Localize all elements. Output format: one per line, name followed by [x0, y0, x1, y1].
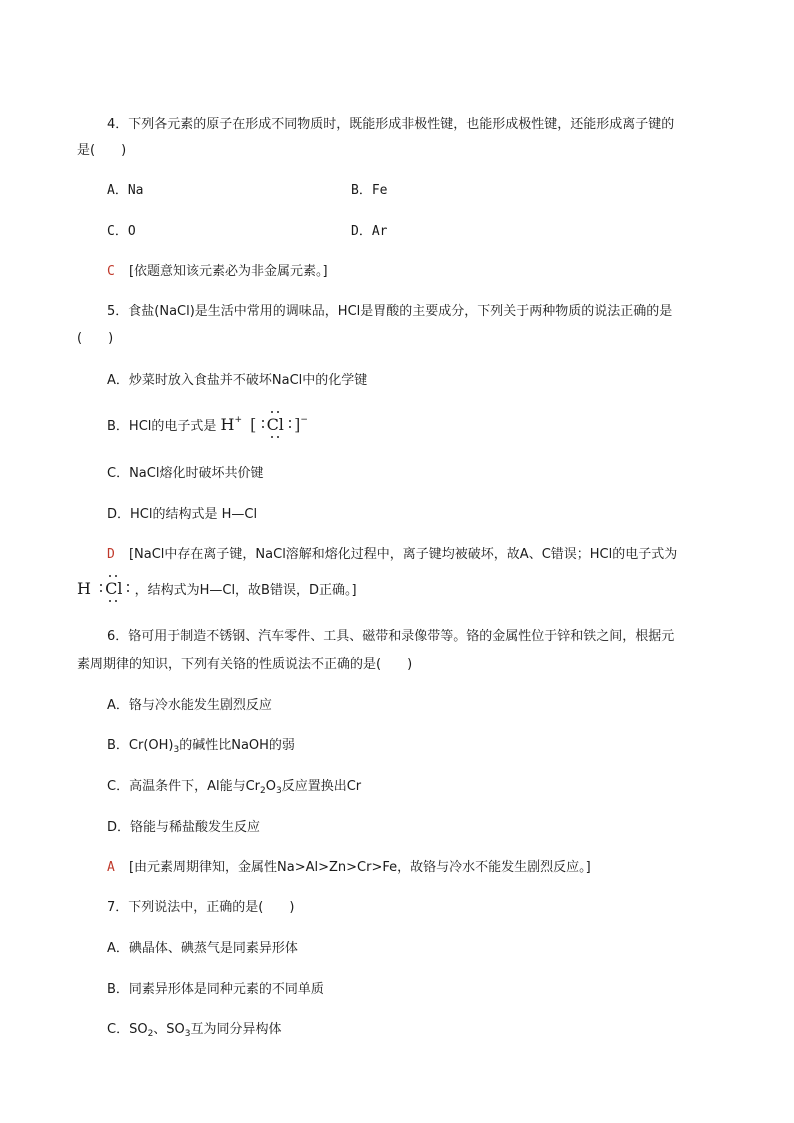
q7-option-a: A．碘晶体、碘蒸气是同素异形体 [107, 941, 298, 956]
q5-stem-line2: ( ) [77, 331, 114, 346]
q4-answer [107, 263, 328, 281]
q6-option-c-sub2: 3 [275, 786, 282, 796]
q7-option-c-sub1: 2 [147, 1029, 154, 1039]
q4-option-c: C．O [107, 224, 136, 239]
q6-option-d: D．铬能与稀盐酸发生反应 [107, 820, 261, 835]
q4-option-d: D．Ar [351, 224, 388, 239]
bracket-left: [ [250, 415, 257, 434]
q6-option-b-sub: 3 [173, 745, 180, 755]
q6-answer-letter: A [107, 860, 115, 875]
q4-answer-letter: C [107, 264, 115, 279]
q5-option-b [107, 416, 308, 436]
q6-option-b [107, 737, 295, 755]
q5-answer-text: [NaCl中存在离子键，NaCl溶解和熔化过程中，离子键均被破坏，故A、C错误；HCl的电子式为 [128, 547, 678, 562]
q6-option-c-part3: 反应置换出Cr [281, 779, 362, 794]
q5-option-d: D．HCl的结构式是 H—Cl [107, 507, 258, 522]
q5-option-c: C．NaCl熔化时破坏共价键 [107, 466, 264, 481]
q4-option-b: B．Fe [351, 183, 388, 198]
q6-option-c-part2: O [265, 779, 276, 794]
q7-option-c [107, 1021, 282, 1039]
q4-option-a: A．Na [107, 183, 144, 198]
q6-option-a: A．铬与冷水能发生剧烈反应 [107, 698, 272, 713]
q6-option-c-part1: C．高温条件下，Al能与Cr [107, 779, 261, 794]
charge-minus: − [300, 415, 308, 425]
answer-formula-h: H [77, 579, 91, 598]
q5-answer-line1 [107, 546, 677, 564]
q5-option-b-label: B．HCl的电子式是 [107, 419, 217, 434]
q5-stem-line1: 5．食盐(NaCl)是生活中常用的调味品，HCl是胃酸的主要成分，下列关于两种物质的说法正确的是 [107, 304, 673, 319]
q6-stem-line1: 6．铬可用于制造不锈钢、汽车零件、工具、磁带和录像带等。铬的金属性位于锌和铁之间，根据元 [107, 629, 675, 644]
charge-plus: + [234, 415, 243, 425]
bracket-right: ] [294, 415, 301, 434]
q7-option-c-part2: 、SO [153, 1022, 185, 1037]
q7-option-b: B．同素异形体是同种元素的不同单质 [107, 982, 324, 997]
electron-dots-cl [267, 416, 284, 436]
q5-option-a: A．炒菜时放入食盐并不破坏NaCl中的化学键 [107, 373, 368, 388]
q6-option-b-part2: 的碱性比NaOH的弱 [179, 738, 295, 753]
q7-option-c-part3: 互为同分异构体 [190, 1022, 282, 1037]
q7-stem: 7．下列说法中，正确的是( ) [107, 900, 295, 915]
q6-option-c [107, 778, 361, 796]
q6-option-b-part1: B．Cr(OH) [107, 738, 174, 753]
electron-formula-h: H [220, 415, 235, 434]
q4-answer-text: [依题意知该元素必为非金属元素。] [128, 264, 328, 279]
q7-option-c-part1: C．SO [107, 1022, 148, 1037]
q4-stem-line2: 是( ) [77, 143, 127, 158]
answer-electron-dots-cl [105, 580, 122, 600]
q6-option-c-sub1: 2 [260, 786, 266, 796]
q5-answer-line2 [77, 580, 357, 600]
q7-option-c-sub2: 3 [184, 1029, 191, 1039]
answer-formula-cl: Cl [105, 579, 123, 598]
q5-answer-letter: D [107, 547, 115, 562]
q6-answer [107, 859, 591, 877]
q6-stem-line2: 素周期律的知识，下列有关铬的性质说法不正确的是( ) [77, 657, 413, 672]
q6-answer-text: [由元素周期律知，金属性Na>Al>Zn>Cr>Fe，故铬与冷水不能发生剧烈反应。] [128, 860, 591, 875]
q5-answer-text-2: ，结构式为H—Cl，故B错误，D正确。] [134, 583, 357, 598]
q4-stem-line1: 4．下列各元素的原子在形成不同物质时，既能形成非极性键，也能形成极性键，还能形成离子键的 [107, 117, 675, 132]
electron-formula-cl: Cl [266, 415, 284, 434]
